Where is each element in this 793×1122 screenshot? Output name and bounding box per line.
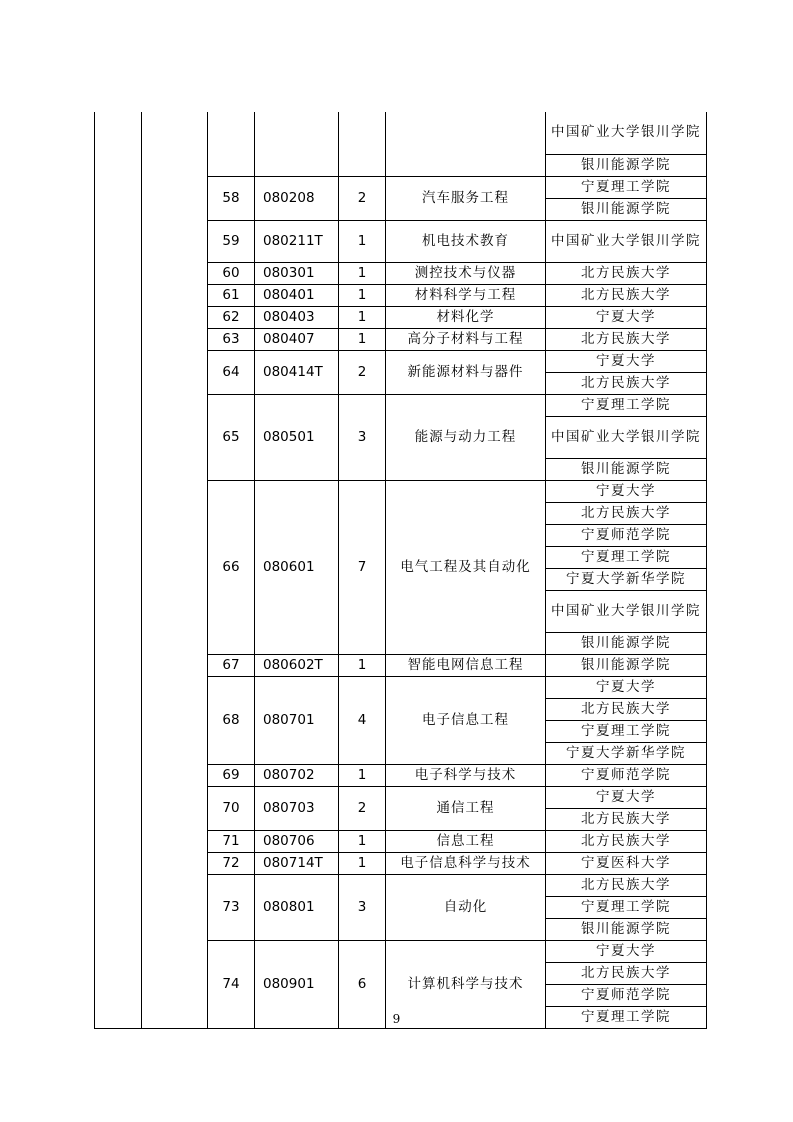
major-code-cell: 080407: [255, 328, 339, 350]
outer-column-1: [95, 112, 142, 1028]
school-cell: 银川能源学院: [546, 458, 707, 480]
major-name-cell: 材料科学与工程: [386, 284, 546, 306]
major-code-cell: 080301: [255, 262, 339, 284]
school-cell: 北方民族大学: [546, 502, 707, 524]
major-name-cell: 汽车服务工程: [386, 176, 546, 220]
school-cell: 宁夏理工学院: [546, 546, 707, 568]
school-cell: 宁夏大学新华学院: [546, 742, 707, 764]
school-count-cell: 1: [339, 654, 386, 676]
major-name-cell: 信息工程: [386, 830, 546, 852]
school-count-cell: 7: [339, 480, 386, 654]
school-count-cell: 1: [339, 220, 386, 262]
major-name-cell: 电子科学与技术: [386, 764, 546, 786]
major-name-cell: 电子信息科学与技术: [386, 852, 546, 874]
major-name-cell: 电子信息工程: [386, 676, 546, 764]
major-name-cell: 计算机科学与技术: [386, 940, 546, 1028]
row-number-cell: 74: [208, 940, 255, 1028]
major-name-cell: 通信工程: [386, 786, 546, 830]
majors-table: [94, 112, 707, 1029]
school-cell: 宁夏师范学院: [546, 984, 707, 1006]
school-cell: 宁夏大学: [546, 480, 707, 502]
school-cell: 北方民族大学: [546, 874, 707, 896]
school-cell: 北方民族大学: [546, 808, 707, 830]
carryover-count-cell: [339, 112, 386, 176]
major-name-cell: 高分子材料与工程: [386, 328, 546, 350]
major-name-cell: 材料化学: [386, 306, 546, 328]
major-code-cell: 080706: [255, 830, 339, 852]
school-cell: 宁夏医科大学: [546, 852, 707, 874]
school-cell: 中国矿业大学银川学院: [546, 112, 707, 154]
school-count-cell: 6: [339, 940, 386, 1028]
row-number-cell: 58: [208, 176, 255, 220]
school-count-cell: 1: [339, 830, 386, 852]
row-number-cell: 65: [208, 394, 255, 480]
school-cell: 宁夏大学: [546, 350, 707, 372]
row-number-cell: 60: [208, 262, 255, 284]
major-code-cell: 080211T: [255, 220, 339, 262]
major-name-cell: 自动化: [386, 874, 546, 940]
row-number-cell: 70: [208, 786, 255, 830]
school-cell: 宁夏理工学院: [546, 176, 707, 198]
school-cell: 北方民族大学: [546, 372, 707, 394]
major-code-cell: 080901: [255, 940, 339, 1028]
majors-table-body: [95, 112, 707, 1028]
school-cell: 银川能源学院: [546, 198, 707, 220]
school-cell: 宁夏大学: [546, 940, 707, 962]
row-number-cell: 62: [208, 306, 255, 328]
major-name-cell: 新能源材料与器件: [386, 350, 546, 394]
school-cell: 宁夏大学: [546, 676, 707, 698]
school-count-cell: 1: [339, 328, 386, 350]
major-code-cell: 080414T: [255, 350, 339, 394]
page-number: 9: [392, 1012, 401, 1026]
school-cell: 银川能源学院: [546, 654, 707, 676]
row-number-cell: 63: [208, 328, 255, 350]
major-code-cell: 080501: [255, 394, 339, 480]
school-cell: 宁夏大学新华学院: [546, 568, 707, 590]
school-count-cell: 4: [339, 676, 386, 764]
school-cell: 北方民族大学: [546, 962, 707, 984]
school-cell: 宁夏师范学院: [546, 524, 707, 546]
row-number-cell: 69: [208, 764, 255, 786]
major-code-cell: 080403: [255, 306, 339, 328]
carryover-major-cell: [386, 112, 546, 176]
major-code-cell: 080701: [255, 676, 339, 764]
school-cell: 北方民族大学: [546, 698, 707, 720]
school-cell: 宁夏理工学院: [546, 720, 707, 742]
school-cell: 北方民族大学: [546, 328, 707, 350]
school-cell: 宁夏理工学院: [546, 896, 707, 918]
major-code-cell: 080714T: [255, 852, 339, 874]
school-cell: 银川能源学院: [546, 632, 707, 654]
school-cell: 宁夏大学: [546, 786, 707, 808]
major-code-cell: 080602T: [255, 654, 339, 676]
school-count-cell: 2: [339, 786, 386, 830]
major-code-cell: 080208: [255, 176, 339, 220]
school-cell: 北方民族大学: [546, 262, 707, 284]
row-number-cell: 64: [208, 350, 255, 394]
major-name-cell: 能源与动力工程: [386, 394, 546, 480]
school-cell: 宁夏理工学院: [546, 1006, 707, 1028]
major-code-cell: 080801: [255, 874, 339, 940]
school-cell: 银川能源学院: [546, 154, 707, 176]
school-cell: 北方民族大学: [546, 830, 707, 852]
row-number-cell: 73: [208, 874, 255, 940]
major-code-cell: 080401: [255, 284, 339, 306]
major-name-cell: 机电技术教育: [386, 220, 546, 262]
major-name-cell: 智能电网信息工程: [386, 654, 546, 676]
school-count-cell: 2: [339, 176, 386, 220]
school-count-cell: 1: [339, 284, 386, 306]
school-count-cell: 1: [339, 764, 386, 786]
outer-column-2: [142, 112, 208, 1028]
row-number-cell: 68: [208, 676, 255, 764]
carryover-code-cell: [255, 112, 339, 176]
major-code-cell: 080702: [255, 764, 339, 786]
row-number-cell: 72: [208, 852, 255, 874]
table-row: [95, 112, 707, 154]
school-cell: 中国矿业大学银川学院: [546, 220, 707, 262]
carryover-no-cell: [208, 112, 255, 176]
row-number-cell: 67: [208, 654, 255, 676]
major-code-cell: 080703: [255, 786, 339, 830]
row-number-cell: 66: [208, 480, 255, 654]
school-cell: 宁夏师范学院: [546, 764, 707, 786]
school-count-cell: 3: [339, 394, 386, 480]
school-cell: 北方民族大学: [546, 284, 707, 306]
school-cell: 银川能源学院: [546, 918, 707, 940]
school-count-cell: 1: [339, 306, 386, 328]
major-code-cell: 080601: [255, 480, 339, 654]
school-count-cell: 3: [339, 874, 386, 940]
major-name-cell: 测控技术与仪器: [386, 262, 546, 284]
school-count-cell: 1: [339, 262, 386, 284]
school-cell: 宁夏大学: [546, 306, 707, 328]
school-cell: 中国矿业大学银川学院: [546, 416, 707, 458]
school-count-cell: 1: [339, 852, 386, 874]
school-cell: 中国矿业大学银川学院: [546, 590, 707, 632]
row-number-cell: 59: [208, 220, 255, 262]
major-name-cell: 电气工程及其自动化: [386, 480, 546, 654]
row-number-cell: 61: [208, 284, 255, 306]
row-number-cell: 71: [208, 830, 255, 852]
school-cell: 宁夏理工学院: [546, 394, 707, 416]
school-count-cell: 2: [339, 350, 386, 394]
